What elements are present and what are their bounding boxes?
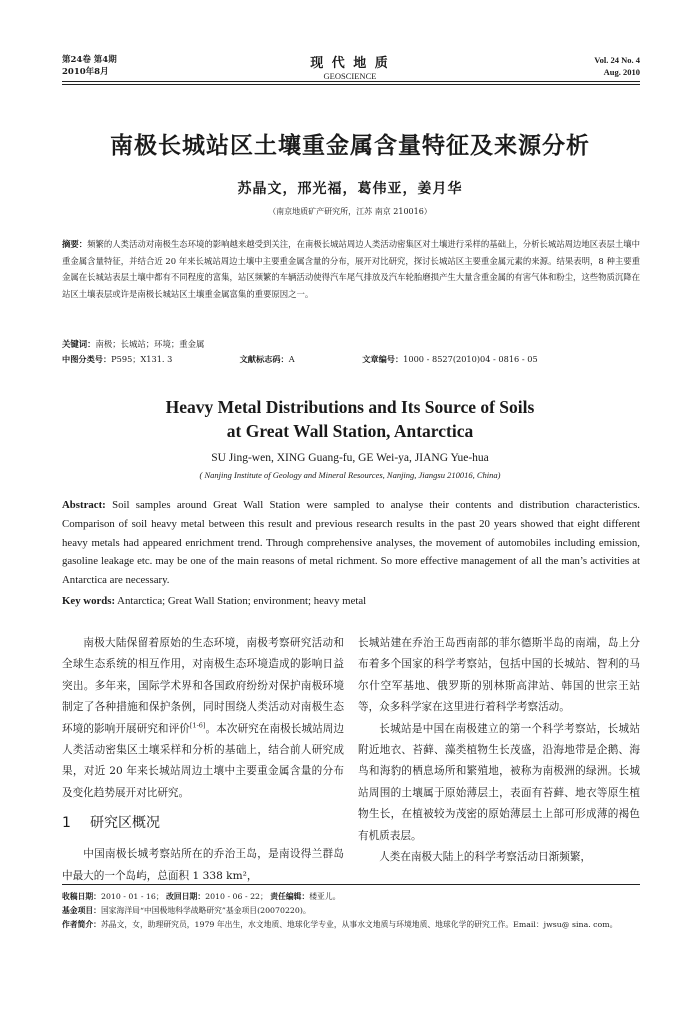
body-right-column [358,633,640,868]
keywords-en-text: Antarctica; Great Wall Station; environment; heavy metal [115,595,367,607]
clc-label: 中图分类号： [62,354,112,364]
received-value: 2010 - 01 - 16； [100,892,164,901]
footnote-rule [62,884,640,885]
header-volume-en [520,54,640,78]
keywords-cn-text: 南极；长城站；环境；重金属 [95,339,205,349]
doc-label: 文献标志码： [239,354,289,364]
abstract-en-text: Soil samples around Great Wall Station were sampled to analyse their contents and distribution characteristics. Comparison of soil heavy metal between this result and previous research results in the past 20 years showed that eight different heavy metals had appeared enrichment trend. Through comprehensive analyses, the movement of automobiles including emission, gasoline leakage etc. may be one of the main reasons of metal richment. So more effective management of all the man’s activities at Antarctica are necessary. [62,499,640,587]
affiliation-en: ( Nanjing Institute of Geology and Mineral Resources, Nanjing, Jiangsu 210016, China) [199,470,501,480]
header-volume-cn [62,54,117,78]
editor-value: 楼亚儿。 [309,892,341,901]
abstract-en-label: Abstract: [62,499,106,511]
received-label: 收稿日期： [62,892,101,901]
title-en-line2: at Great Wall Station, Antarctica [226,421,474,441]
title-en-line1: Heavy Metal Distributions and Its Source of Soils [165,397,535,417]
keywords-cn-label: 关键词： [62,339,96,349]
fund-label: 基金项目： [62,906,101,915]
doc-value: A [288,354,295,364]
abstract-cn [62,236,640,302]
abstract-en [62,496,640,590]
abstract-cn-text: 频繁的人类活动对南极生态环境的影响越来越受到关注，在南极长城站周边人类活动密集区对土壤进行采样的基础上，分析长城站周边地区表层土壤中重金属含量特征，并结合近 20 年来长城站周边土壤中主要重金属含量的分布，展开对比研究，探讨长城站区主要重金属元素的来源。结果表明，8 种主要重金属在长城站表层土壤中都有不同程度的富集，站区频繁的车辆活动使得汽车尾气排放及汽车轮胎磨损产生大量含重金属的有害气体和粉尘，这些物质沉降在站区土壤表层或许是南极长城站区土壤重金属富集的重要原因之一。 [62,239,641,299]
footnotes [62,890,640,932]
header-vol-issue-cn: 第24卷 第4期 [62,55,117,65]
authors-en: SU Jing-wen, XING Guang-fu, GE Wei-ya, JIANG Yue-hua [211,452,489,464]
footnote-dates [62,890,640,904]
editor-label: 责任编辑： [270,892,310,901]
author-bio-value: 苏晶文，女，助理研究员，1979 年出生，水文地质、地球化学专业，从事水文地质与环境地质、地球化学的研究工作。Email：jwsu@ sina. com。 [100,920,618,929]
header-rule [62,81,640,85]
keywords-en-label: Key words: [62,595,116,607]
article-value: 1000 - 8527(2010)04 - 0816 - 05 [403,354,538,364]
page-title-en [0,395,700,443]
classification-line [62,353,640,366]
right-paragraph-3: 人类在南极大陆上的科学考察活动日渐频繁， [379,851,592,864]
revised-label: 改回日期： [166,892,206,901]
header-date-cn: 2010年8月 [62,67,109,77]
fund-value: 国家海洋局“中国极地科学战略研究”基金项目(20070220)。 [100,906,311,915]
section-1-title: 研究区概况 [90,815,160,832]
keywords-cn [62,336,640,353]
intro-text-a: 南极大陆保留着原始的生态环境，南极考察研究活动和全球生态系统的相互作用，对南极生态环境造成的影响日益突出。多年来，国际学术界和各国政府纷纷对保护南极环境制定了各种措施和保护条例，同时围绕人类活动对南极生态环境的影响开展研究和评价 [62,637,344,735]
section-1-number: 1 [62,815,71,832]
right-paragraph-1: 长城站建在乔治王岛西南部的菲尔德斯半岛的南端，岛上分布着多个国家的科学考察站，包括中国的长城站、智利的马尔什空军基地、俄罗斯的别林斯高津站、韩国的世宗王站等，众多科学家在这里进行着科学考察活动。 [358,637,640,714]
keywords-en [62,592,640,611]
journal-name-en: GEOSCIENCE [323,71,377,81]
journal-name-cn: 现 代 地 质 [310,56,390,71]
footnote-fund [62,904,640,918]
article-label: 文章编号： [362,354,404,364]
right-paragraph-2: 长城站是中国在南极建立的第一个科学考察站，长城站附近地衣、苔藓、藻类植物生长茂盛，沿海地带是企鹅、海鸟和海豹的栖息场所和繁殖地，被称为南极洲的绿洲。长城站周围的土壤属于原始薄层土，表面有苔藓、地衣等原生植物生长，在植被较为茂密的原始薄层土上部可形成薄的褐色有机质表层。 [358,722,640,842]
clc-code [62,353,237,366]
intro-paragraph [62,633,344,804]
clc-value: P595；X131. 3 [111,354,173,364]
body-left-column [62,633,344,887]
article-number [362,353,537,366]
authors-cn: 苏晶文，邢光福，葛伟亚，姜月华 [237,181,463,197]
intro-text-b: 。本次研究在南极长城站周边人类活动密集区土壤采样和分析的基础上，结合前人研究成果，对近 20 年来长城站周边土壤中主要重金属含量的分布及变化趋势展开对比研究。 [62,722,345,799]
abstract-cn-label: 摘要： [62,239,88,249]
author-bio-label: 作者简介： [62,920,101,929]
header-journal [250,52,450,81]
doc-code [240,353,360,366]
citation-ref: [1-6] [189,721,206,730]
section-1-heading [62,812,344,834]
revised-value: 2010 - 06 - 22； [205,892,268,901]
header-vol-issue-en: Vol. 24 No. 4 [594,55,640,65]
study-area-paragraph: 中国南极长城考察站所在的乔治王岛，是南设得兰群岛中最大的一个岛屿，总面积 1 338 km²， [62,848,344,882]
header-date-en: Aug. 2010 [603,67,640,77]
affiliation-cn: （南京地质矿产研究所，江苏 南京 210016） [268,207,432,216]
page-title-cn: 南极长城站区土壤重金属含量特征及来源分析 [110,133,590,159]
footnote-author [62,918,640,932]
